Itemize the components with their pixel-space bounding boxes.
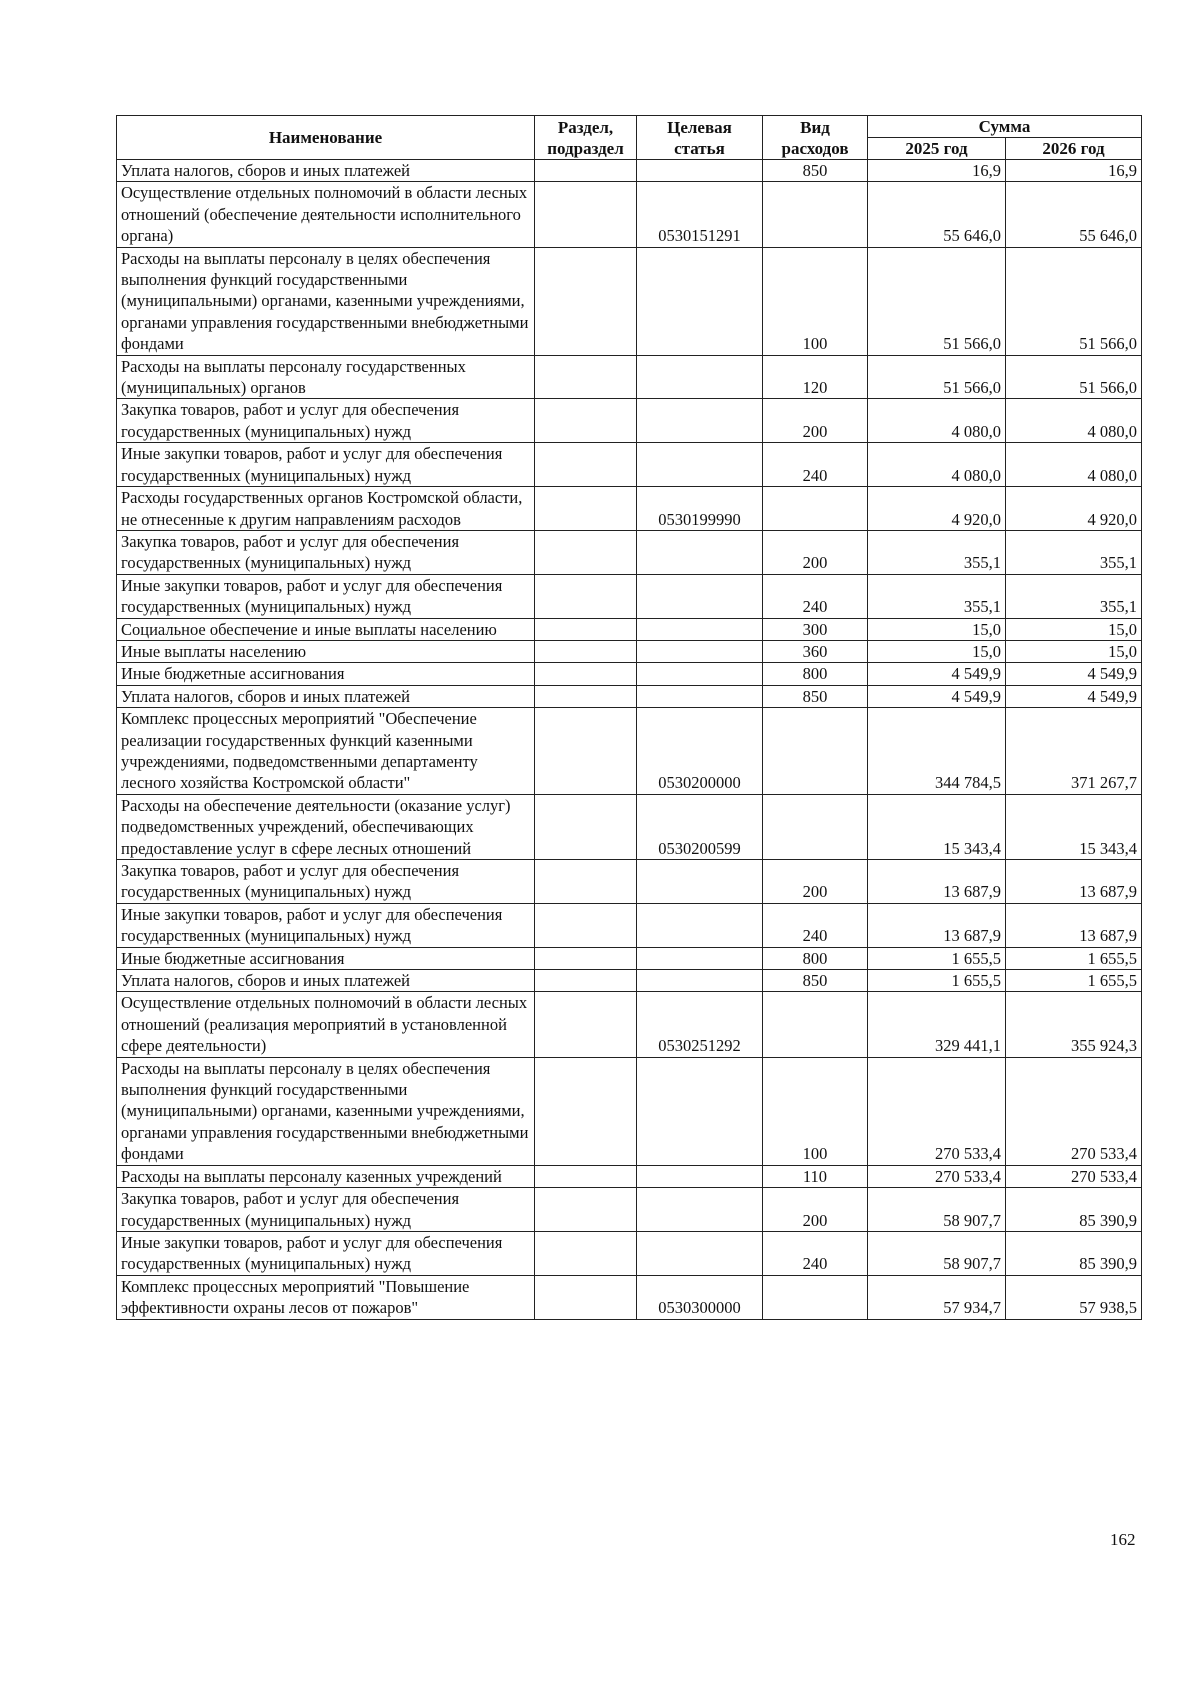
- row-section: [535, 1231, 637, 1275]
- row-section: [535, 443, 637, 487]
- row-target: 0530251292: [637, 992, 763, 1057]
- row-name: Осуществление отдельных полномочий в области лесных отношений (обеспечение деятельности исполнительного органа): [117, 182, 535, 247]
- row-section: [535, 247, 637, 355]
- row-section: [535, 618, 637, 640]
- row-kind: 100: [763, 247, 868, 355]
- header-year-2025: 2025 год: [868, 138, 1006, 160]
- row-section: [535, 355, 637, 399]
- table-row: [117, 1165, 1142, 1187]
- row-target: [637, 685, 763, 707]
- row-name: Уплата налогов, сборов и иных платежей: [117, 685, 535, 707]
- row-section: [535, 530, 637, 574]
- row-sum-2026: 4 549,9: [1006, 663, 1142, 685]
- row-sum-2025: 355,1: [868, 530, 1006, 574]
- table-row: [117, 1231, 1142, 1275]
- table-row: [117, 685, 1142, 707]
- row-target: [637, 663, 763, 685]
- row-sum-2026: 13 687,9: [1006, 903, 1142, 947]
- budget-table: [116, 115, 1142, 1320]
- row-kind: 100: [763, 1057, 868, 1165]
- row-section: [535, 1275, 637, 1319]
- row-name: Расходы на выплаты персоналу в целях обеспечения выполнения функций государственными (муниципальными) органами, казенными учреждениями, органами управления государственными внебюджетными фондами: [117, 247, 535, 355]
- row-sum-2026: 1 655,5: [1006, 970, 1142, 992]
- table-row: [117, 182, 1142, 247]
- table-row: [117, 992, 1142, 1057]
- row-name: Закупка товаров, работ и услуг для обеспечения государственных (муниципальных) нужд: [117, 399, 535, 443]
- row-name: Иные выплаты населению: [117, 640, 535, 662]
- row-kind: 240: [763, 443, 868, 487]
- row-target: [637, 1057, 763, 1165]
- row-sum-2026: 355 924,3: [1006, 992, 1142, 1057]
- row-sum-2025: 4 549,9: [868, 685, 1006, 707]
- row-section: [535, 708, 637, 795]
- row-kind: 110: [763, 1165, 868, 1187]
- table-row: [117, 1057, 1142, 1165]
- row-name: Иные бюджетные ассигнования: [117, 663, 535, 685]
- header-row-1: [117, 116, 1142, 138]
- row-target: [637, 355, 763, 399]
- row-section: [535, 970, 637, 992]
- table-row: [117, 160, 1142, 182]
- row-section: [535, 663, 637, 685]
- page-number: 162: [1110, 1530, 1136, 1549]
- row-target: 0530199990: [637, 487, 763, 531]
- row-name: Уплата налогов, сборов и иных платежей: [117, 160, 535, 182]
- header-year-2026: 2026 год: [1006, 138, 1142, 160]
- row-name: Уплата налогов, сборов и иных платежей: [117, 970, 535, 992]
- header-name: Наименование: [117, 116, 535, 160]
- row-kind: 300: [763, 618, 868, 640]
- row-kind: 850: [763, 160, 868, 182]
- row-sum-2025: 270 533,4: [868, 1057, 1006, 1165]
- table-row: [117, 487, 1142, 531]
- row-section: [535, 640, 637, 662]
- row-section: [535, 860, 637, 904]
- row-name: Иные бюджетные ассигнования: [117, 947, 535, 969]
- table-row: [117, 1275, 1142, 1319]
- row-section: [535, 574, 637, 618]
- row-sum-2025: 1 655,5: [868, 947, 1006, 969]
- row-sum-2026: 4 080,0: [1006, 399, 1142, 443]
- row-sum-2025: 270 533,4: [868, 1165, 1006, 1187]
- row-target: [637, 160, 763, 182]
- table-row: [117, 947, 1142, 969]
- row-name: Иные закупки товаров, работ и услуг для обеспечения государственных (муниципальных) нужд: [117, 443, 535, 487]
- row-sum-2026: 4 549,9: [1006, 685, 1142, 707]
- row-sum-2026: 1 655,5: [1006, 947, 1142, 969]
- row-sum-2025: 16,9: [868, 160, 1006, 182]
- row-target: [637, 860, 763, 904]
- row-target: [637, 947, 763, 969]
- row-target: [637, 574, 763, 618]
- row-sum-2026: 55 646,0: [1006, 182, 1142, 247]
- row-sum-2026: 355,1: [1006, 530, 1142, 574]
- row-sum-2025: 15,0: [868, 640, 1006, 662]
- row-sum-2026: 85 390,9: [1006, 1188, 1142, 1232]
- row-sum-2026: 51 566,0: [1006, 247, 1142, 355]
- row-target: 0530300000: [637, 1275, 763, 1319]
- row-target: [637, 247, 763, 355]
- row-kind: 800: [763, 947, 868, 969]
- header-section: Раздел, подраздел: [535, 116, 637, 160]
- row-kind: [763, 487, 868, 531]
- table-row: [117, 247, 1142, 355]
- row-sum-2025: 344 784,5: [868, 708, 1006, 795]
- row-kind: 200: [763, 1188, 868, 1232]
- row-sum-2025: 4 920,0: [868, 487, 1006, 531]
- row-sum-2025: 51 566,0: [868, 247, 1006, 355]
- row-sum-2025: 57 934,7: [868, 1275, 1006, 1319]
- row-sum-2026: 270 533,4: [1006, 1057, 1142, 1165]
- table-row: [117, 574, 1142, 618]
- row-name: Социальное обеспечение и иные выплаты населению: [117, 618, 535, 640]
- row-kind: 850: [763, 970, 868, 992]
- row-kind: 120: [763, 355, 868, 399]
- table-row: [117, 355, 1142, 399]
- row-kind: 200: [763, 860, 868, 904]
- row-section: [535, 903, 637, 947]
- row-sum-2026: 4 080,0: [1006, 443, 1142, 487]
- row-sum-2025: 15 343,4: [868, 794, 1006, 859]
- row-target: [637, 399, 763, 443]
- row-name: Расходы государственных органов Костромской области, не отнесенные к другим направлениям расходов: [117, 487, 535, 531]
- row-target: [637, 640, 763, 662]
- row-target: [637, 970, 763, 992]
- table-row: [117, 970, 1142, 992]
- row-target: [637, 1165, 763, 1187]
- row-section: [535, 160, 637, 182]
- row-kind: [763, 992, 868, 1057]
- row-sum-2026: 270 533,4: [1006, 1165, 1142, 1187]
- row-name: Расходы на обеспечение деятельности (оказание услуг) подведомственных учреждений, обеспечивающих предоставление услуг в сфере лесных отношений: [117, 794, 535, 859]
- row-name: Закупка товаров, работ и услуг для обеспечения государственных (муниципальных) нужд: [117, 860, 535, 904]
- row-sum-2026: 371 267,7: [1006, 708, 1142, 795]
- row-sum-2025: 355,1: [868, 574, 1006, 618]
- table-row: [117, 860, 1142, 904]
- row-name: Иные закупки товаров, работ и услуг для обеспечения государственных (муниципальных) нужд: [117, 574, 535, 618]
- table-row: [117, 903, 1142, 947]
- row-sum-2025: 13 687,9: [868, 860, 1006, 904]
- row-kind: 850: [763, 685, 868, 707]
- row-name: Комплекс процессных мероприятий "Обеспечение реализации государственных функций казенными учреждениями, подведомственными департаменту лесного хозяйства Костромской области": [117, 708, 535, 795]
- table-row: [117, 794, 1142, 859]
- row-kind: [763, 708, 868, 795]
- row-target: 0530200599: [637, 794, 763, 859]
- row-name: Расходы на выплаты персоналу в целях обеспечения выполнения функций государственными (муниципальными) органами, казенными учреждениями, органами управления государственными внебюджетными фондами: [117, 1057, 535, 1165]
- row-sum-2026: 355,1: [1006, 574, 1142, 618]
- row-target: [637, 618, 763, 640]
- row-name: Иные закупки товаров, работ и услуг для обеспечения государственных (муниципальных) нужд: [117, 1231, 535, 1275]
- row-sum-2026: 85 390,9: [1006, 1231, 1142, 1275]
- row-section: [535, 399, 637, 443]
- row-kind: [763, 182, 868, 247]
- row-name: Комплекс процессных мероприятий "Повышение эффективности охраны лесов от пожаров": [117, 1275, 535, 1319]
- row-section: [535, 1057, 637, 1165]
- row-section: [535, 487, 637, 531]
- row-sum-2025: 55 646,0: [868, 182, 1006, 247]
- row-sum-2025: 4 549,9: [868, 663, 1006, 685]
- row-sum-2025: 58 907,7: [868, 1231, 1006, 1275]
- table-body: [117, 160, 1142, 1320]
- table-row: [117, 618, 1142, 640]
- table-row: [117, 530, 1142, 574]
- row-section: [535, 794, 637, 859]
- row-target: [637, 530, 763, 574]
- row-sum-2025: 4 080,0: [868, 443, 1006, 487]
- row-sum-2025: 4 080,0: [868, 399, 1006, 443]
- row-kind: 360: [763, 640, 868, 662]
- row-sum-2025: 51 566,0: [868, 355, 1006, 399]
- row-name: Осуществление отдельных полномочий в области лесных отношений (реализация мероприятий в установленной сфере деятельности): [117, 992, 535, 1057]
- row-section: [535, 947, 637, 969]
- row-sum-2026: 15,0: [1006, 640, 1142, 662]
- row-section: [535, 685, 637, 707]
- row-sum-2025: 15,0: [868, 618, 1006, 640]
- row-kind: 240: [763, 903, 868, 947]
- row-target: [637, 1231, 763, 1275]
- table-row: [117, 399, 1142, 443]
- row-sum-2026: 51 566,0: [1006, 355, 1142, 399]
- row-name: Закупка товаров, работ и услуг для обеспечения государственных (муниципальных) нужд: [117, 1188, 535, 1232]
- row-kind: 200: [763, 399, 868, 443]
- table-row: [117, 640, 1142, 662]
- row-sum-2026: 15 343,4: [1006, 794, 1142, 859]
- row-target: [637, 1188, 763, 1232]
- row-target: [637, 443, 763, 487]
- table-row: [117, 1188, 1142, 1232]
- row-section: [535, 992, 637, 1057]
- row-sum-2025: 329 441,1: [868, 992, 1006, 1057]
- row-sum-2025: 13 687,9: [868, 903, 1006, 947]
- row-section: [535, 1165, 637, 1187]
- row-section: [535, 1188, 637, 1232]
- row-sum-2025: 1 655,5: [868, 970, 1006, 992]
- row-sum-2026: 4 920,0: [1006, 487, 1142, 531]
- row-kind: 240: [763, 1231, 868, 1275]
- row-target: 0530151291: [637, 182, 763, 247]
- header-target: Целевая статья: [637, 116, 763, 160]
- row-target: [637, 903, 763, 947]
- row-sum-2025: 58 907,7: [868, 1188, 1006, 1232]
- row-kind: 800: [763, 663, 868, 685]
- row-kind: [763, 1275, 868, 1319]
- row-name: Закупка товаров, работ и услуг для обеспечения государственных (муниципальных) нужд: [117, 530, 535, 574]
- header-kind: Вид расходов: [763, 116, 868, 160]
- table-row: [117, 443, 1142, 487]
- row-kind: [763, 794, 868, 859]
- row-name: Иные закупки товаров, работ и услуг для обеспечения государственных (муниципальных) нужд: [117, 903, 535, 947]
- row-target: 0530200000: [637, 708, 763, 795]
- row-sum-2026: 16,9: [1006, 160, 1142, 182]
- row-sum-2026: 15,0: [1006, 618, 1142, 640]
- table-row: [117, 663, 1142, 685]
- table-header: [117, 116, 1142, 160]
- row-name: Расходы на выплаты персоналу казенных учреждений: [117, 1165, 535, 1187]
- row-sum-2026: 57 938,5: [1006, 1275, 1142, 1319]
- row-section: [535, 182, 637, 247]
- table-row: [117, 708, 1142, 795]
- row-name: Расходы на выплаты персоналу государственных (муниципальных) органов: [117, 355, 535, 399]
- header-sum: Сумма: [868, 116, 1142, 138]
- row-sum-2026: 13 687,9: [1006, 860, 1142, 904]
- row-kind: 200: [763, 530, 868, 574]
- row-kind: 240: [763, 574, 868, 618]
